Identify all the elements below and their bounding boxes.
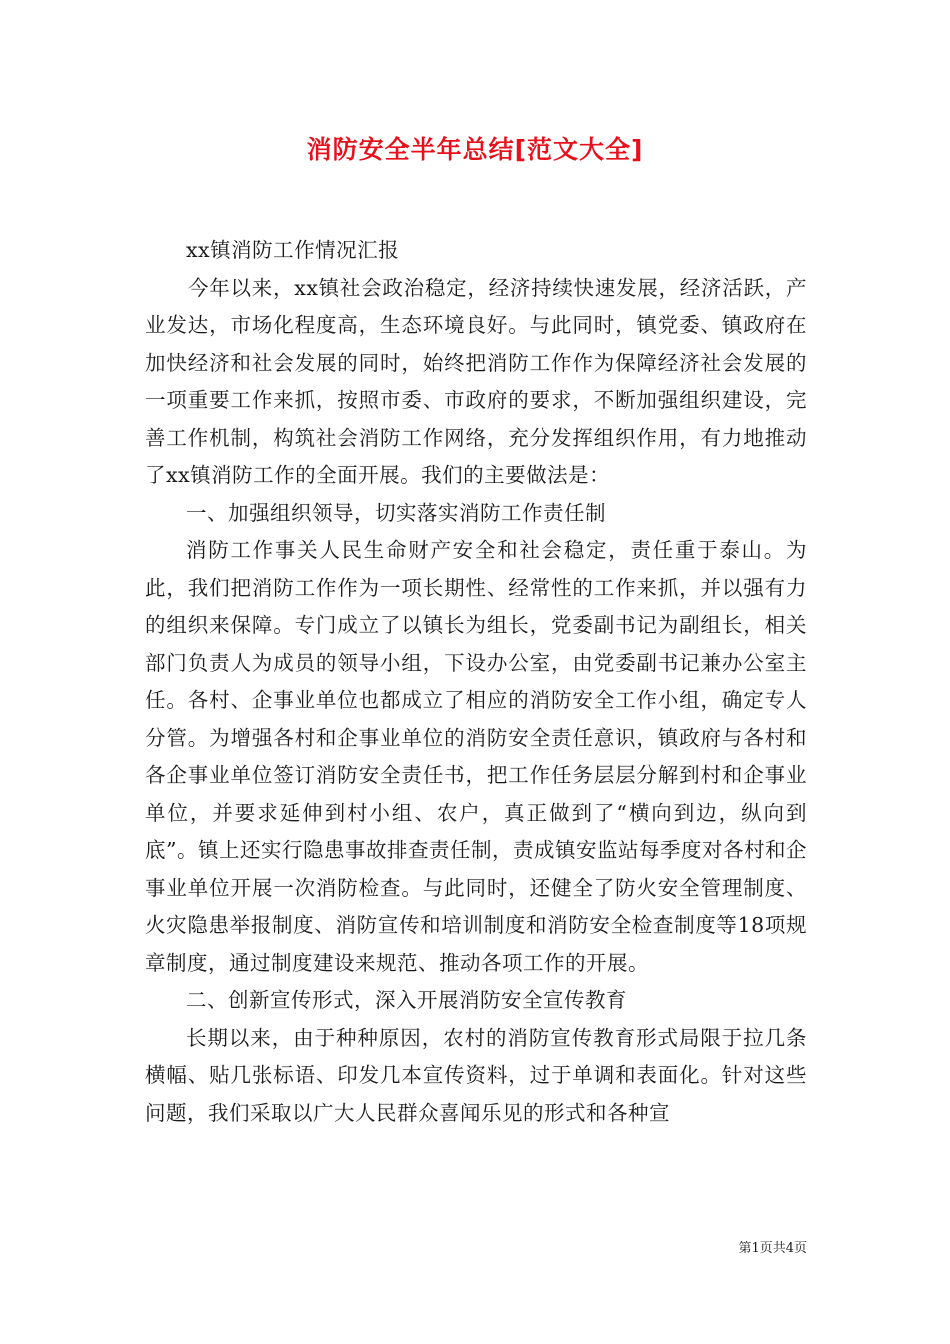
intro-paragraph: 今年以来，xx镇社会政治稳定，经济持续快速发展，经济活跃，产业发达，市场化程度高，生态环境良好。与此同时，镇党委、镇政府在加快经济和社会发展的同时，始终把消防工作作为保障经济社会发展的一项重要工作来抓，按照市委、市政府的要求，不断加强组织建设，完善工作机制，构筑社会消防工作网络，充分发挥组织作用，有力地推动了xx镇消防工作的全面开展。我们的主要做法是： xyxy=(145,275,807,487)
section-heading-2: 二、创新宣传形式，深入开展消防安全宣传教育 xyxy=(186,988,627,1012)
section-paragraph-2: 长期以来，由于种种原因，农村的消防宣传教育形式局限于拉几条横幅、贴几张标语、印发几本宣传资料，过于单调和表面化。针对这些问题，我们采取以广大人民群众喜闻乐见的形式和各种宣 xyxy=(145,1025,807,1125)
section-paragraph-1: 消防工作事关人民生命财产安全和社会稳定，责任重于泰山。为此，我们把消防工作作为一项长期性、经常性的工作来抓，并以强有力的组织来保障。专门成立了以镇长为组长，党委副书记为副组长，相关部门负责人为成员的领导小组，下设办公室，由党委副书记兼办公室主任。各村、企事业单位也都成立了相应的消防安全工作小组，确定专人分管。为增强各村和企事业单位的消防安全责任意识，镇政府与各村和各企事业单位签订消防安全责任书，把工作任务层层分解到村和企事业单位，并要求延伸到村小组、农户，真正做到了“横向到边，纵向到底”。镇上还实行隐患事故排查责任制，责成镇安监站每季度对各村和企事业单位开展一次消防检查。与此同时，还健全了防火安全管理制度、火灾隐患举报制度、消防宣传和培训制度和消防安全检查制度等18项规章制度，通过制度建设来规范、推动各项工作的开展。 xyxy=(145,538,807,975)
document-title: 消防安全半年总结[范文大全] xyxy=(306,135,644,164)
document-body xyxy=(145,232,807,1132)
report-heading: xx镇消防工作情况汇报 xyxy=(186,238,400,262)
section-heading-1: 一、加强组织领导，切实落实消防工作责任制 xyxy=(186,500,606,525)
page-number-footer: 第1页共4页 xyxy=(738,1241,807,1256)
